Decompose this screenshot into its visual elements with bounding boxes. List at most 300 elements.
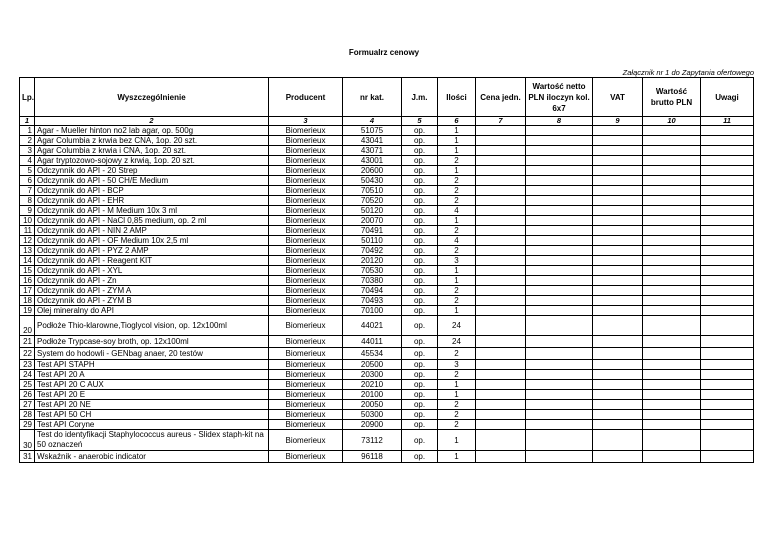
row-catalog-number: 50430 bbox=[343, 176, 402, 186]
row-notes[interactable] bbox=[701, 156, 754, 166]
row-notes[interactable] bbox=[701, 286, 754, 296]
row-vat[interactable] bbox=[593, 256, 643, 266]
row-vat[interactable] bbox=[593, 226, 643, 236]
row-quantity: 2 bbox=[438, 196, 476, 206]
row-price[interactable] bbox=[476, 420, 526, 430]
row-unit: op. bbox=[402, 286, 438, 296]
row-vat[interactable] bbox=[593, 286, 643, 296]
row-quantity: 1 bbox=[438, 126, 476, 136]
row-gross-value[interactable] bbox=[643, 360, 701, 370]
table-row bbox=[20, 146, 754, 156]
row-vat[interactable] bbox=[593, 306, 643, 316]
row-price[interactable] bbox=[476, 430, 526, 451]
row-notes[interactable] bbox=[701, 336, 754, 348]
row-price[interactable] bbox=[476, 400, 526, 410]
row-price[interactable] bbox=[476, 206, 526, 216]
row-producer: Biomerieux bbox=[269, 430, 343, 451]
row-gross-value[interactable] bbox=[643, 348, 701, 360]
row-quantity: 4 bbox=[438, 236, 476, 246]
row-notes[interactable] bbox=[701, 166, 754, 176]
row-producer: Biomerieux bbox=[269, 156, 343, 166]
row-quantity: 1 bbox=[438, 380, 476, 390]
row-price[interactable] bbox=[476, 286, 526, 296]
row-vat[interactable] bbox=[593, 206, 643, 216]
row-price[interactable] bbox=[476, 390, 526, 400]
row-name: Test API 20 A bbox=[35, 370, 269, 380]
row-producer: Biomerieux bbox=[269, 348, 343, 360]
row-catalog-number: 20120 bbox=[343, 256, 402, 266]
row-vat[interactable] bbox=[593, 316, 643, 336]
row-price[interactable] bbox=[476, 256, 526, 266]
row-lp: 26 bbox=[20, 390, 35, 400]
row-gross-value[interactable] bbox=[643, 276, 701, 286]
row-price[interactable] bbox=[476, 316, 526, 336]
row-producer: Biomerieux bbox=[269, 126, 343, 136]
row-gross-value[interactable] bbox=[643, 400, 701, 410]
row-catalog-number: 51075 bbox=[343, 126, 402, 136]
row-unit: op. bbox=[402, 370, 438, 380]
row-lp: 8 bbox=[20, 196, 35, 206]
table-row bbox=[20, 380, 754, 390]
row-price[interactable] bbox=[476, 276, 526, 286]
row-unit: op. bbox=[402, 186, 438, 196]
row-price[interactable] bbox=[476, 196, 526, 206]
row-gross-value[interactable] bbox=[643, 306, 701, 316]
row-vat[interactable] bbox=[593, 136, 643, 146]
row-producer: Biomerieux bbox=[269, 360, 343, 370]
row-catalog-number: 20100 bbox=[343, 390, 402, 400]
row-notes[interactable] bbox=[701, 216, 754, 226]
row-producer: Biomerieux bbox=[269, 186, 343, 196]
row-catalog-number: 70492 bbox=[343, 246, 402, 256]
row-vat[interactable] bbox=[593, 420, 643, 430]
table-row bbox=[20, 266, 754, 276]
row-notes[interactable] bbox=[701, 430, 754, 451]
row-vat[interactable] bbox=[593, 360, 643, 370]
row-gross-value[interactable] bbox=[643, 410, 701, 420]
header-net: Wartość netto PLN iloczyn kol. 6x7 bbox=[526, 78, 593, 117]
row-net-value[interactable] bbox=[526, 286, 593, 296]
row-lp: 22 bbox=[20, 348, 35, 360]
row-catalog-number: 50110 bbox=[343, 236, 402, 246]
row-vat[interactable] bbox=[593, 370, 643, 380]
column-number: 8 bbox=[526, 117, 593, 126]
row-net-value[interactable] bbox=[526, 166, 593, 176]
row-catalog-number: 50120 bbox=[343, 206, 402, 216]
row-quantity: 2 bbox=[438, 186, 476, 196]
row-net-value[interactable] bbox=[526, 266, 593, 276]
row-vat[interactable] bbox=[593, 380, 643, 390]
row-quantity: 2 bbox=[438, 226, 476, 236]
row-quantity: 1 bbox=[438, 136, 476, 146]
row-price[interactable] bbox=[476, 360, 526, 370]
row-unit: op. bbox=[402, 360, 438, 370]
row-quantity: 1 bbox=[438, 266, 476, 276]
row-producer: Biomerieux bbox=[269, 451, 343, 463]
row-vat[interactable] bbox=[593, 196, 643, 206]
row-catalog-number: 96118 bbox=[343, 451, 402, 463]
row-producer: Biomerieux bbox=[269, 336, 343, 348]
row-producer: Biomerieux bbox=[269, 306, 343, 316]
row-catalog-number: 70530 bbox=[343, 266, 402, 276]
row-quantity: 1 bbox=[438, 146, 476, 156]
row-vat[interactable] bbox=[593, 146, 643, 156]
row-lp: 6 bbox=[20, 176, 35, 186]
row-name: Podłoże Thio-klarowne,Tioglycol vision, op. 12x100ml bbox=[35, 316, 269, 336]
row-unit: op. bbox=[402, 236, 438, 246]
row-vat[interactable] bbox=[593, 390, 643, 400]
row-name: Podłoże Trypcase-soy broth, op. 12x100ml bbox=[35, 336, 269, 348]
row-quantity: 2 bbox=[438, 286, 476, 296]
row-price[interactable] bbox=[476, 136, 526, 146]
row-unit: op. bbox=[402, 206, 438, 216]
row-gross-value[interactable] bbox=[643, 166, 701, 176]
row-gross-value[interactable] bbox=[643, 146, 701, 156]
row-net-value[interactable] bbox=[526, 186, 593, 196]
row-lp: 24 bbox=[20, 370, 35, 380]
row-gross-value[interactable] bbox=[643, 266, 701, 276]
row-net-value[interactable] bbox=[526, 156, 593, 166]
row-gross-value[interactable] bbox=[643, 430, 701, 451]
row-net-value[interactable] bbox=[526, 360, 593, 370]
row-price[interactable] bbox=[476, 380, 526, 390]
row-quantity: 24 bbox=[438, 336, 476, 348]
row-vat[interactable] bbox=[593, 451, 643, 463]
row-quantity: 2 bbox=[438, 410, 476, 420]
row-name: Odczynnik do API - Reagent KIT bbox=[35, 256, 269, 266]
row-net-value[interactable] bbox=[526, 316, 593, 336]
row-producer: Biomerieux bbox=[269, 276, 343, 286]
row-notes[interactable] bbox=[701, 296, 754, 306]
row-name: Test do identyfikacji Staphylococcus aureus - Slidex staph-kit na 50 oznaczeń bbox=[35, 430, 269, 451]
row-lp: 4 bbox=[20, 156, 35, 166]
row-net-value[interactable] bbox=[526, 420, 593, 430]
row-quantity: 3 bbox=[438, 256, 476, 266]
row-lp: 9 bbox=[20, 206, 35, 216]
table-row bbox=[20, 296, 754, 306]
row-lp: 3 bbox=[20, 146, 35, 156]
row-name: Odczynnik do API - 20 Strep bbox=[35, 166, 269, 176]
row-notes[interactable] bbox=[701, 276, 754, 286]
row-vat[interactable] bbox=[593, 186, 643, 196]
row-notes[interactable] bbox=[701, 360, 754, 370]
table-row bbox=[20, 196, 754, 206]
row-vat[interactable] bbox=[593, 296, 643, 306]
row-producer: Biomerieux bbox=[269, 256, 343, 266]
row-net-value[interactable] bbox=[526, 296, 593, 306]
table-row bbox=[20, 336, 754, 348]
row-notes[interactable] bbox=[701, 400, 754, 410]
header-unit: J.m. bbox=[402, 78, 438, 117]
row-vat[interactable] bbox=[593, 246, 643, 256]
row-net-value[interactable] bbox=[526, 136, 593, 146]
row-gross-value[interactable] bbox=[643, 286, 701, 296]
row-price[interactable] bbox=[476, 348, 526, 360]
column-number: 7 bbox=[476, 117, 526, 126]
row-unit: op. bbox=[402, 400, 438, 410]
row-lp: 21 bbox=[20, 336, 35, 348]
row-net-value[interactable] bbox=[526, 226, 593, 236]
row-notes[interactable] bbox=[701, 348, 754, 360]
row-notes[interactable] bbox=[701, 266, 754, 276]
row-notes[interactable] bbox=[701, 236, 754, 246]
row-notes[interactable] bbox=[701, 451, 754, 463]
column-number: 6 bbox=[438, 117, 476, 126]
row-vat[interactable] bbox=[593, 410, 643, 420]
row-producer: Biomerieux bbox=[269, 216, 343, 226]
row-unit: op. bbox=[402, 176, 438, 186]
row-net-value[interactable] bbox=[526, 256, 593, 266]
row-vat[interactable] bbox=[593, 126, 643, 136]
row-producer: Biomerieux bbox=[269, 176, 343, 186]
row-notes[interactable] bbox=[701, 206, 754, 216]
row-gross-value[interactable] bbox=[643, 136, 701, 146]
table-row bbox=[20, 286, 754, 296]
row-name: Odczynnik do API - Zn bbox=[35, 276, 269, 286]
row-vat[interactable] bbox=[593, 400, 643, 410]
row-lp: 28 bbox=[20, 410, 35, 420]
row-catalog-number: 43001 bbox=[343, 156, 402, 166]
row-net-value[interactable] bbox=[526, 246, 593, 256]
row-lp: 18 bbox=[20, 296, 35, 306]
row-price[interactable] bbox=[476, 186, 526, 196]
row-vat[interactable] bbox=[593, 348, 643, 360]
row-gross-value[interactable] bbox=[643, 451, 701, 463]
row-gross-value[interactable] bbox=[643, 380, 701, 390]
row-lp: 16 bbox=[20, 276, 35, 286]
row-price[interactable] bbox=[476, 296, 526, 306]
row-vat[interactable] bbox=[593, 276, 643, 286]
row-producer: Biomerieux bbox=[269, 196, 343, 206]
header-name: Wyszczególnienie bbox=[35, 78, 269, 117]
row-vat[interactable] bbox=[593, 216, 643, 226]
row-name: Test API 50 CH bbox=[35, 410, 269, 420]
row-name: System do hodowli - GENbag anaer, 20 testów bbox=[35, 348, 269, 360]
row-unit: op. bbox=[402, 430, 438, 451]
row-lp: 19 bbox=[20, 306, 35, 316]
row-gross-value[interactable] bbox=[643, 236, 701, 246]
row-price[interactable] bbox=[476, 246, 526, 256]
row-quantity: 1 bbox=[438, 216, 476, 226]
row-gross-value[interactable] bbox=[643, 176, 701, 186]
row-quantity: 2 bbox=[438, 370, 476, 380]
row-price[interactable] bbox=[476, 451, 526, 463]
row-notes[interactable] bbox=[701, 256, 754, 266]
row-producer: Biomerieux bbox=[269, 246, 343, 256]
row-gross-value[interactable] bbox=[643, 370, 701, 380]
row-unit: op. bbox=[402, 420, 438, 430]
row-notes[interactable] bbox=[701, 316, 754, 336]
row-quantity: 2 bbox=[438, 246, 476, 256]
row-gross-value[interactable] bbox=[643, 206, 701, 216]
row-notes[interactable] bbox=[701, 380, 754, 390]
row-notes[interactable] bbox=[701, 196, 754, 206]
row-notes[interactable] bbox=[701, 370, 754, 380]
row-gross-value[interactable] bbox=[643, 226, 701, 236]
row-gross-value[interactable] bbox=[643, 126, 701, 136]
row-gross-value[interactable] bbox=[643, 296, 701, 306]
row-name: Olej mineralny do API bbox=[35, 306, 269, 316]
row-price[interactable] bbox=[476, 370, 526, 380]
row-price[interactable] bbox=[476, 236, 526, 246]
row-gross-value[interactable] bbox=[643, 156, 701, 166]
header-lp: Lp. bbox=[20, 78, 35, 117]
row-net-value[interactable] bbox=[526, 216, 593, 226]
row-catalog-number: 70493 bbox=[343, 296, 402, 306]
row-net-value[interactable] bbox=[526, 451, 593, 463]
row-notes[interactable] bbox=[701, 410, 754, 420]
row-price[interactable] bbox=[476, 126, 526, 136]
row-notes[interactable] bbox=[701, 420, 754, 430]
row-vat[interactable] bbox=[593, 430, 643, 451]
row-gross-value[interactable] bbox=[643, 316, 701, 336]
row-gross-value[interactable] bbox=[643, 390, 701, 400]
row-lp: 7 bbox=[20, 186, 35, 196]
row-net-value[interactable] bbox=[526, 176, 593, 186]
row-name: Agar tryptozowo-sojowy z krwią, 1op. 20 szt. bbox=[35, 156, 269, 166]
row-net-value[interactable] bbox=[526, 146, 593, 156]
row-producer: Biomerieux bbox=[269, 410, 343, 420]
row-unit: op. bbox=[402, 216, 438, 226]
row-unit: op. bbox=[402, 336, 438, 348]
row-producer: Biomerieux bbox=[269, 226, 343, 236]
row-catalog-number: 43071 bbox=[343, 146, 402, 156]
row-quantity: 1 bbox=[438, 430, 476, 451]
row-price[interactable] bbox=[476, 216, 526, 226]
row-price[interactable] bbox=[476, 146, 526, 156]
row-price[interactable] bbox=[476, 306, 526, 316]
row-net-value[interactable] bbox=[526, 276, 593, 286]
table-row bbox=[20, 246, 754, 256]
row-net-value[interactable] bbox=[526, 430, 593, 451]
table-row bbox=[20, 451, 754, 463]
row-price[interactable] bbox=[476, 266, 526, 276]
row-unit: op. bbox=[402, 156, 438, 166]
row-notes[interactable] bbox=[701, 390, 754, 400]
row-net-value[interactable] bbox=[526, 348, 593, 360]
row-price[interactable] bbox=[476, 410, 526, 420]
row-catalog-number: 20050 bbox=[343, 400, 402, 410]
row-lp: 13 bbox=[20, 246, 35, 256]
column-number: 2 bbox=[35, 117, 269, 126]
row-vat[interactable] bbox=[593, 176, 643, 186]
row-notes[interactable] bbox=[701, 246, 754, 256]
column-number: 3 bbox=[269, 117, 343, 126]
row-net-value[interactable] bbox=[526, 206, 593, 216]
row-gross-value[interactable] bbox=[643, 420, 701, 430]
row-unit: op. bbox=[402, 276, 438, 286]
row-name: Odczynnik do API - BCP bbox=[35, 186, 269, 196]
row-net-value[interactable] bbox=[526, 380, 593, 390]
row-unit: op. bbox=[402, 256, 438, 266]
row-net-value[interactable] bbox=[526, 306, 593, 316]
row-lp: 20 bbox=[20, 316, 35, 336]
row-gross-value[interactable] bbox=[643, 186, 701, 196]
row-net-value[interactable] bbox=[526, 410, 593, 420]
column-number: 10 bbox=[643, 117, 701, 126]
row-notes[interactable] bbox=[701, 226, 754, 236]
row-producer: Biomerieux bbox=[269, 206, 343, 216]
row-notes[interactable] bbox=[701, 146, 754, 156]
table-row bbox=[20, 126, 754, 136]
row-unit: op. bbox=[402, 348, 438, 360]
row-lp: 25 bbox=[20, 380, 35, 390]
row-producer: Biomerieux bbox=[269, 316, 343, 336]
table-row bbox=[20, 226, 754, 236]
row-lp: 23 bbox=[20, 360, 35, 370]
row-net-value[interactable] bbox=[526, 336, 593, 348]
row-lp: 31 bbox=[20, 451, 35, 463]
row-gross-value[interactable] bbox=[643, 336, 701, 348]
row-vat[interactable] bbox=[593, 266, 643, 276]
row-notes[interactable] bbox=[701, 136, 754, 146]
row-net-value[interactable] bbox=[526, 400, 593, 410]
row-lp: 12 bbox=[20, 236, 35, 246]
row-unit: op. bbox=[402, 410, 438, 420]
row-quantity: 2 bbox=[438, 296, 476, 306]
row-name: Odczynnik do API - XYL bbox=[35, 266, 269, 276]
row-quantity: 3 bbox=[438, 360, 476, 370]
row-catalog-number: 70100 bbox=[343, 306, 402, 316]
row-quantity: 4 bbox=[438, 206, 476, 216]
row-name: Odczynnik do API - EHR bbox=[35, 196, 269, 206]
row-net-value[interactable] bbox=[526, 236, 593, 246]
row-unit: op. bbox=[402, 451, 438, 463]
row-price[interactable] bbox=[476, 166, 526, 176]
row-price[interactable] bbox=[476, 156, 526, 166]
row-vat[interactable] bbox=[593, 236, 643, 246]
row-gross-value[interactable] bbox=[643, 216, 701, 226]
row-vat[interactable] bbox=[593, 166, 643, 176]
row-name: Test API 20 NE bbox=[35, 400, 269, 410]
header-producer: Producent bbox=[269, 78, 343, 117]
row-vat[interactable] bbox=[593, 336, 643, 348]
row-notes[interactable] bbox=[701, 176, 754, 186]
row-net-value[interactable] bbox=[526, 196, 593, 206]
row-catalog-number: 70510 bbox=[343, 186, 402, 196]
row-producer: Biomerieux bbox=[269, 420, 343, 430]
row-lp: 14 bbox=[20, 256, 35, 266]
header-notes: Uwagi bbox=[701, 78, 754, 117]
row-unit: op. bbox=[402, 380, 438, 390]
row-gross-value[interactable] bbox=[643, 256, 701, 266]
item-rows bbox=[20, 126, 754, 463]
column-number: 1 bbox=[20, 117, 35, 126]
column-number: 4 bbox=[343, 117, 402, 126]
table-row bbox=[20, 166, 754, 176]
row-catalog-number: 73112 bbox=[343, 430, 402, 451]
row-unit: op. bbox=[402, 266, 438, 276]
row-gross-value[interactable] bbox=[643, 246, 701, 256]
row-net-value[interactable] bbox=[526, 370, 593, 380]
row-net-value[interactable] bbox=[526, 126, 593, 136]
row-notes[interactable] bbox=[701, 126, 754, 136]
row-vat[interactable] bbox=[593, 156, 643, 166]
row-name: Odczynnik do API - ZYM B bbox=[35, 296, 269, 306]
row-gross-value[interactable] bbox=[643, 196, 701, 206]
row-notes[interactable] bbox=[701, 306, 754, 316]
row-unit: op. bbox=[402, 136, 438, 146]
row-price[interactable] bbox=[476, 226, 526, 236]
row-catalog-number: 70520 bbox=[343, 196, 402, 206]
row-producer: Biomerieux bbox=[269, 296, 343, 306]
row-notes[interactable] bbox=[701, 186, 754, 196]
row-price[interactable] bbox=[476, 336, 526, 348]
row-catalog-number: 20500 bbox=[343, 360, 402, 370]
row-unit: op. bbox=[402, 226, 438, 236]
row-price[interactable] bbox=[476, 176, 526, 186]
row-net-value[interactable] bbox=[526, 390, 593, 400]
